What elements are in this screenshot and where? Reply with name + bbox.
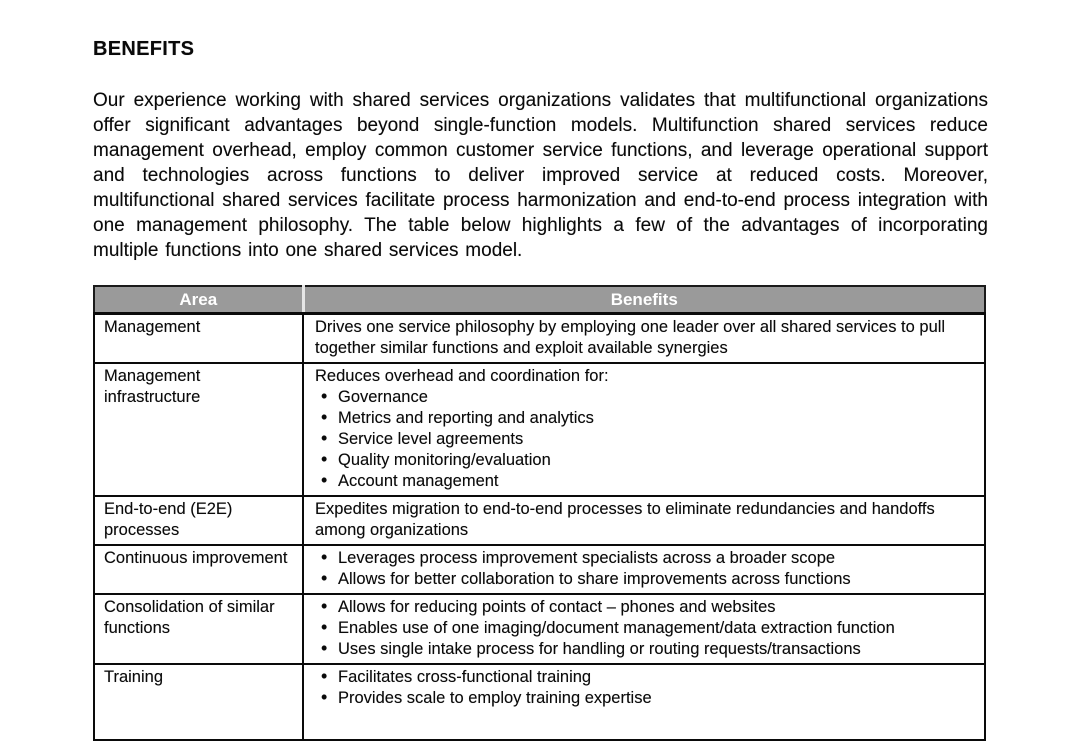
intro-paragraph: Our experience working with shared services organizations validates that multifunctional organizations offer significant advantages beyond single-function models. Multifunction shared services reduce management overhead, employ common customer service functions, and leverage operational support and technologies across functions to deliver improved service at reduced costs. Moreover, multifunctional shared services facilitate process harmonization and end-to-end process integration with one management philosophy. The table below highlights a few of the advantages of incorporating multiple functions into one shared services model.	[93, 90, 988, 261]
benefits-table	[93, 285, 986, 741]
area-cell: End-to-end (E2E) processes	[94, 496, 303, 545]
bullet-item: • Enables use of one imaging/document management/data extraction function	[315, 618, 976, 639]
area-cell: Training	[94, 664, 303, 740]
table-row-consolidation	[94, 594, 985, 664]
bullet-item: • Leverages process improvement specialists across a broader scope	[315, 548, 976, 569]
benefits-bullet-list	[315, 597, 976, 660]
benefits-bullet-list	[315, 667, 976, 709]
table-row-management	[94, 313, 985, 363]
table-header-row	[94, 286, 985, 313]
benefits-cell	[303, 545, 985, 594]
bullet-item: • Allows for better collaboration to share improvements across functions	[315, 569, 976, 590]
benefits-text: Reduces overhead and coordination for:	[315, 366, 609, 385]
benefits-text: Drives one service philosophy by employing one leader over all shared services to pull together similar functions and exploit available synergies	[315, 317, 946, 357]
bullet-item: • Quality monitoring/evaluation	[315, 450, 976, 471]
area-cell: Continuous improvement	[94, 545, 303, 594]
benefits-cell	[303, 664, 985, 740]
column-header-area: Area	[94, 286, 303, 313]
benefits-text: Expedites migration to end-to-end processes to eliminate redundancies and handoffs among organizations	[315, 499, 935, 539]
benefits-cell	[303, 363, 985, 496]
bullet-item: • Account management	[315, 471, 976, 492]
bullet-item: • Governance	[315, 387, 976, 408]
table-row-management-infrastructure	[94, 363, 985, 496]
area-cell: Consolidation of similar functions	[94, 594, 303, 664]
table-row-training	[94, 664, 985, 740]
benefits-cell	[303, 594, 985, 664]
area-cell: Management infrastructure	[94, 363, 303, 496]
area-cell: Management	[94, 313, 303, 363]
column-header-benefits: Benefits	[303, 286, 985, 313]
bullet-item: • Provides scale to employ training expertise	[315, 688, 976, 709]
bullet-item: • Uses single intake process for handling or routing requests/transactions	[315, 639, 976, 660]
table-row-continuous-improvement	[94, 545, 985, 594]
bullet-item: • Service level agreements	[315, 429, 976, 450]
benefits-bullet-list	[315, 548, 976, 590]
bullet-item: • Allows for reducing points of contact – phones and websites	[315, 597, 976, 618]
table-row-e2e-processes	[94, 496, 985, 545]
bullet-item: • Metrics and reporting and analytics	[315, 408, 976, 429]
page-title: BENEFITS	[93, 38, 195, 60]
benefits-bullet-list	[315, 387, 976, 492]
benefits-cell	[303, 313, 985, 363]
bullet-item: • Facilitates cross-functional training	[315, 667, 976, 688]
benefits-cell	[303, 496, 985, 545]
